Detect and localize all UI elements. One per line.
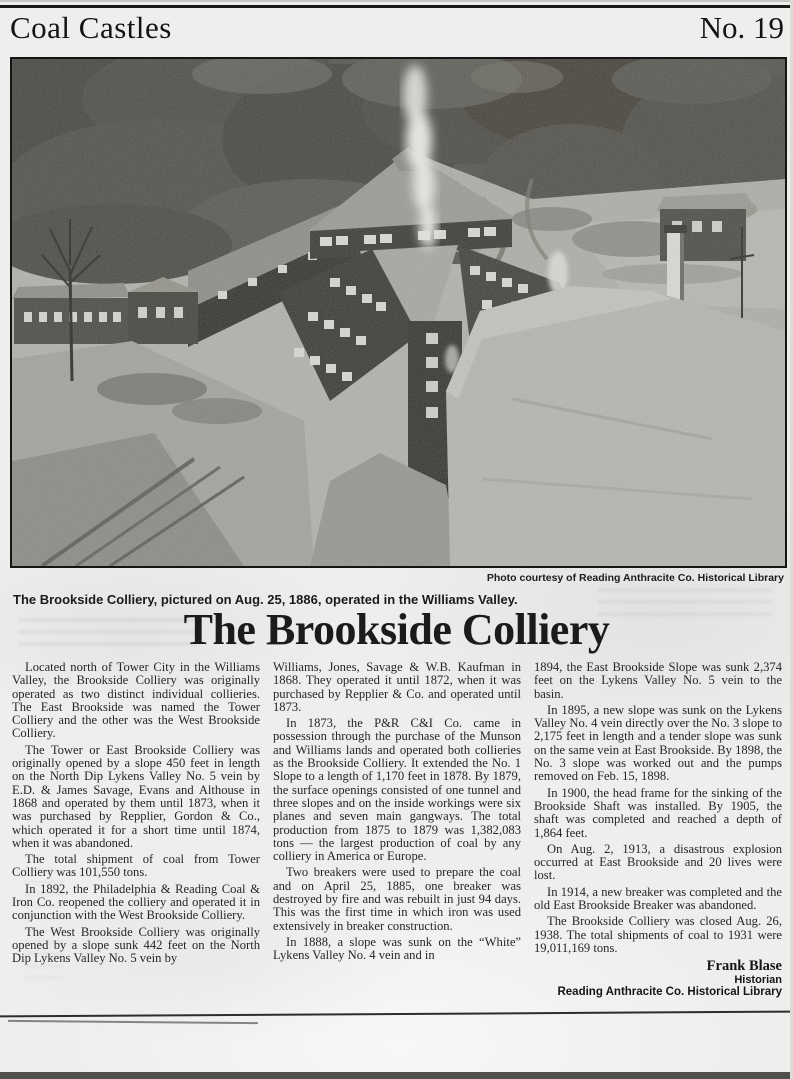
paragraph: In 1900, the head frame for the sinking of the Brookside Shaft was installed. By 1905, the shaft was completed and reached a depth of 1,864 feet. (534, 785, 782, 840)
colliery-photo-illustration (12, 59, 785, 566)
paragraph: In 1892, the Philadelphia & Reading Coal & Iron Co. reopened the colliery and operated it in conjunction with the West Brookside Colliery. (12, 881, 260, 923)
paragraph: The Tower or East Brookside Colliery was originally opened by a slope 450 feet in length on the North Dip Lykens Valley No. 5 vein by E.D. & James Savage, Evans and Althouse in 1868 and operated by them until 1873, when it was purchased by Repplier, Gordon & Co., which operated it for a short time until 1874, when it was abandoned. (12, 742, 260, 850)
paragraph: On Aug. 2, 1913, a disastrous explosion occurred at East Brookside and 20 lives were lost. (534, 841, 782, 883)
paragraph: In 1895, a new slope was sunk on the Lykens Valley No. 4 vein directly over the No. 3 slope to 2,175 feet in length and a tender slope was sunk on the same vein at East Brookside. By 1898, the No. 3 slope was worked out and the pumps removed on Feb. 15, 1898. (534, 702, 782, 784)
article-body (12, 661, 782, 999)
paragraph: The Brookside Colliery was closed Aug. 26, 1938. The total shipments of coal to 1931 were 19,011,169 tons. (534, 914, 782, 955)
bottom-rule-fragment (8, 1020, 258, 1024)
issue-number: No. 19 (699, 10, 784, 45)
article-title: The Brookside Colliery (183, 605, 610, 654)
paragraph: In 1873, the P&R C&I Co. came in possession through the purchase of the Munson and Williams lands and operated both collieries as the Brookside Colliery. It extended the No. 1 Slope to a length of 1,170 feet in 1878. By 1879, the surface openings consisted of one tunnel and three slopes and on the inside workings were six planes and seven main gangways. The total production from 1875 to 1879 was 1,382,083 tons — the largest production of coal by any colliery in America or Europe. (273, 716, 521, 864)
paragraph: 1894, the East Brookside Slope was sunk 2,374 feet on the Lykens Valley No. 5 vein to the basin. (534, 660, 782, 701)
colliery-photo (10, 57, 787, 568)
byline-organization: Reading Anthracite Co. Historical Library (557, 986, 782, 999)
paragraph: In 1888, a slope was sunk on the “White” Lykens Valley No. 4 vein and in (273, 934, 521, 963)
paragraph: Williams, Jones, Savage & W.B. Kaufman in 1868. They operated it until 1872, when it was purchased by Repplier & Co. and operated until 1873. (273, 660, 521, 714)
byline (534, 959, 782, 999)
byline-role: Historian (734, 974, 782, 987)
paragraph: The total shipment of coal from Tower Colliery was 101,550 tons. (12, 852, 260, 880)
paragraph: The West Brookside Colliery was originally opened by a slope sunk 442 feet on the North Dip Lykens Valley No. 5 vein by (12, 924, 260, 966)
article-column-1 (12, 661, 260, 999)
paragraph: In 1914, a new breaker was completed and the old East Brookside Breaker was abandoned. (534, 884, 782, 913)
paragraph: Two breakers were used to prepare the coal and on April 25, 1885, one breaker was destroyed by fire and was rebuilt in just 94 days. This was the first time in which iron was used extensively in breaker construction. (273, 865, 521, 933)
bottom-rule (0, 1011, 793, 1018)
photo-caption: The Brookside Colliery, pictured on Aug. 25, 1886, operated in the Williams Valley. (13, 592, 518, 607)
photo-grain (12, 59, 785, 566)
article-column-3 (534, 661, 782, 999)
masthead-title: Coal Castles (10, 10, 172, 45)
photo-credit: Photo courtesy of Reading Anthracite Co. Historical Library (486, 572, 784, 584)
byline-author: Frank Blase (706, 958, 782, 975)
scan-edge-bottom (0, 1072, 793, 1079)
article-column-2 (273, 661, 521, 999)
scan-edge-top (0, 0, 793, 2)
masthead-rule (0, 5, 793, 8)
paragraph: Located north of Tower City in the Williams Valley, the Brookside Colliery was originally operated as two distinct individual collieries. The East Brookside was named the Tower Colliery and the other was the West Brookside Colliery. (12, 660, 260, 741)
